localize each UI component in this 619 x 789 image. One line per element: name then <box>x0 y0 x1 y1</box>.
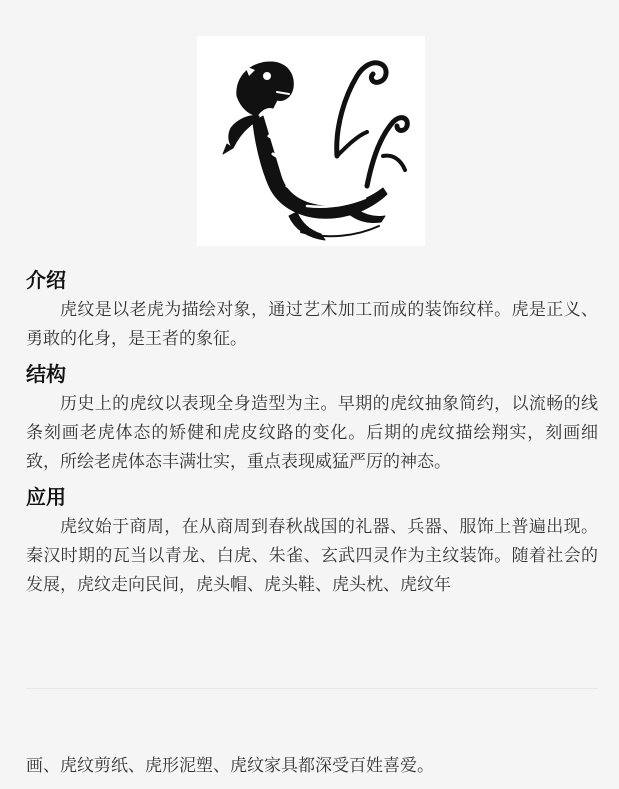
section-title-application: 应用 <box>26 485 66 509</box>
section-title-intro: 介绍 <box>26 268 66 292</box>
section-body-application: 虎纹始于商周，在从商周到春秋战国的礼器、兵器、服饰上普遍出现。秦汉时期的瓦当以青龙、白虎、朱雀、玄武四灵作为主纹装饰。随着社会的发展，虎纹走向民间，虎头帽、虎头鞋、虎头枕、虎纹年 <box>26 517 598 595</box>
article-content <box>26 266 598 606</box>
tiger-pattern-icon <box>197 36 425 246</box>
section-title-structure: 结构 <box>26 362 66 386</box>
tiger-illustration <box>197 36 425 246</box>
continued-text: 画、虎纹剪纸、虎形泥塑、虎纹家具都深受百姓喜爱。 <box>26 756 434 776</box>
section-body-structure: 历史上的虎纹以表现全身造型为主。早期的虎纹抽象简约，以流畅的线条刻画老虎体态的矫健和虎皮纹路的变化。后期的虎纹描绘翔实，刻画细致，所绘老虎体态丰满壮实，重点表现威猛严厉的神态。 <box>26 394 598 472</box>
page-divider <box>26 688 598 689</box>
section-body-intro: 虎纹是以老虎为描绘对象，通过艺术加工而成的装饰纹样。虎是正义、勇敢的化身，是王者的象征。 <box>26 300 598 349</box>
